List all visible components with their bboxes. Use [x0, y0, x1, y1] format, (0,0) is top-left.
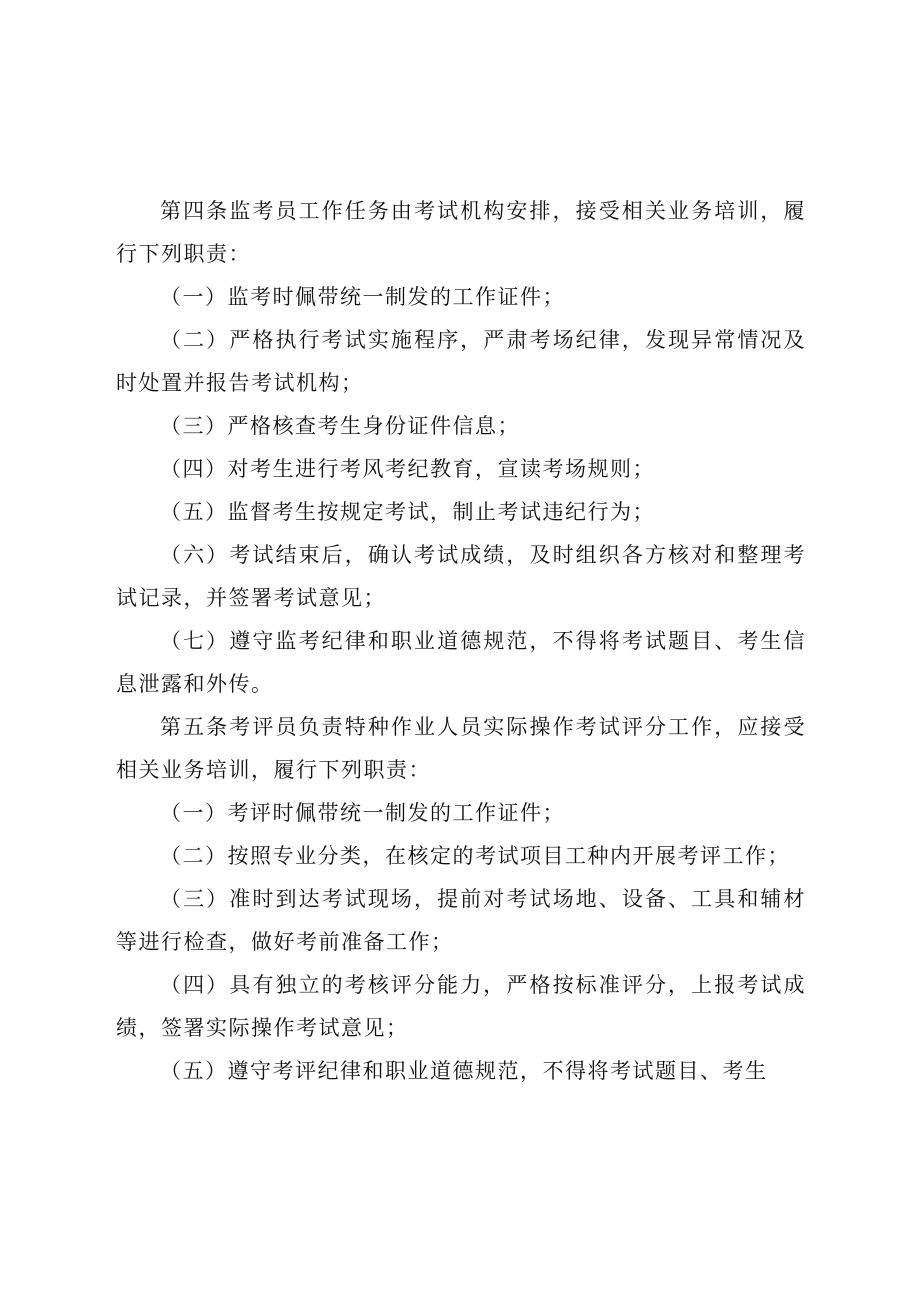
article-5-intro: 第五条考评员负责特种作业人员实际操作考试评分工作，应接受相关业务培训，履行下列职责：	[116, 715, 806, 782]
article-4-item-3: （三）严格核查考生身份证件信息；	[160, 414, 520, 438]
article-4-item-2: （二）严格执行考试实施程序，严肃考场纪律，发现异常情况及时处置并报告考试机构；	[116, 328, 806, 395]
article-4-intro: 第四条监考员工作任务由考试机构安排，接受相关业务培训，履行下列职责：	[116, 199, 806, 266]
article-4-item-6: （六）考试结束后，确认考试成绩，及时组织各方核对和整理考试记录，并签署考试意见；	[116, 543, 806, 610]
article-5-item-2: （二）按照专业分类，在核定的考试项目工种内开展考评工作；	[160, 844, 790, 868]
article-5-item-1: （一）考评时佩带统一制发的工作证件；	[160, 801, 565, 825]
article-4-item-5: （五）监督考生按规定考试，制止考试违纪行为；	[160, 500, 655, 524]
article-4-item-4: （四）对考生进行考风考纪教育，宣读考场规则；	[160, 457, 655, 481]
article-5-item-4: （四）具有独立的考核评分能力，严格按标准评分，上报考试成绩，签署实际操作考试意见；	[116, 973, 806, 1040]
article-4-item-1: （一）监考时佩带统一制发的工作证件；	[160, 285, 565, 309]
article-5-item-3: （三）准时到达考试现场，提前对考试场地、设备、工具和辅材等进行检查，做好考前准备工作；	[116, 887, 806, 954]
article-4-item-7: （七）遵守监考纪律和职业道德规范，不得将考试题目、考生信息泄露和外传。	[116, 629, 806, 696]
article-5-item-5: （五）遵守考评纪律和职业道德规范，不得将考试题目、考生	[160, 1059, 768, 1083]
